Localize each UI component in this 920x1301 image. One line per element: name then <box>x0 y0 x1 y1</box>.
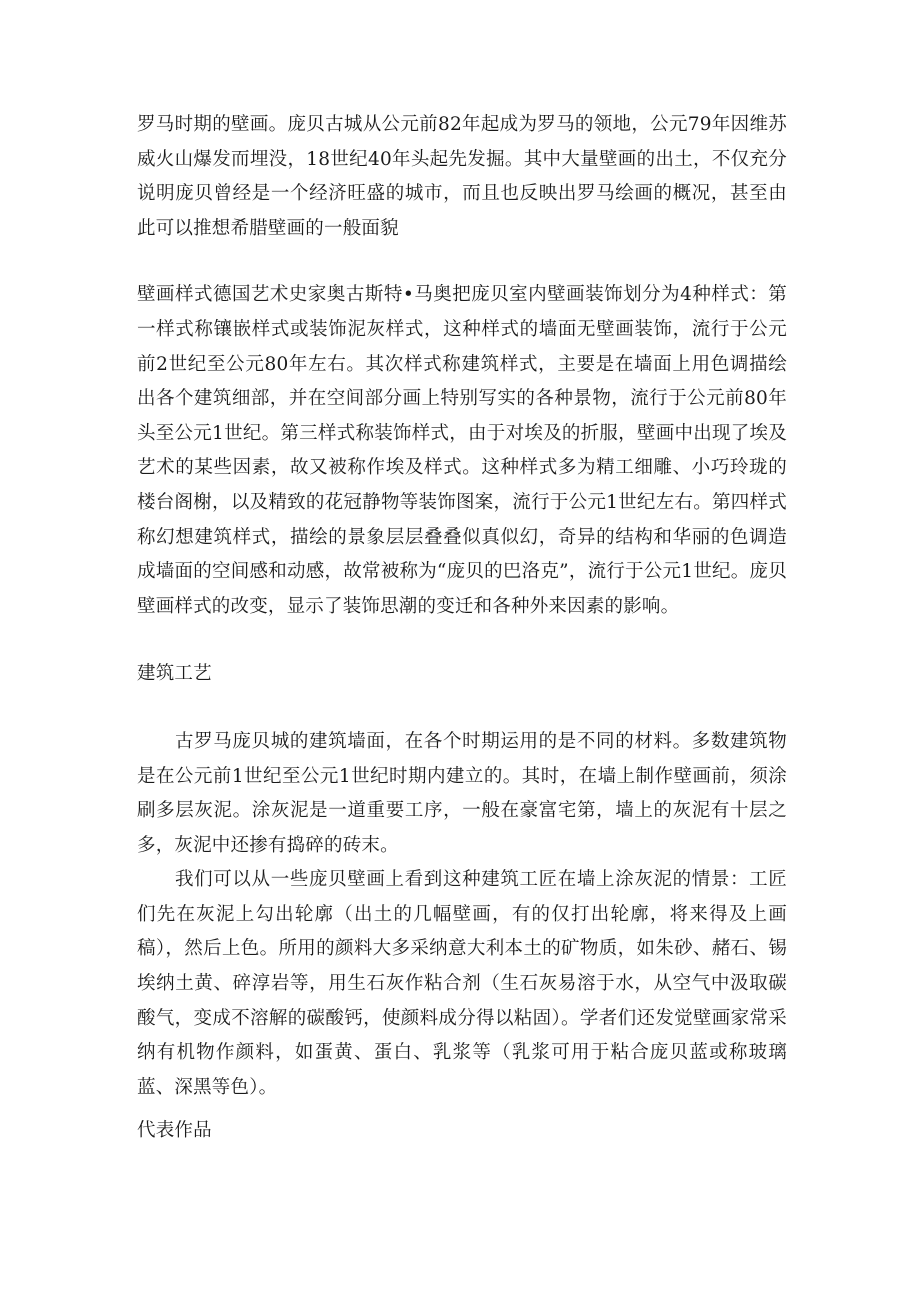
paragraph-intro: 罗马时期的壁画。庞贝古城从公元前82年起成为罗马的领地，公元79年因维苏威火山爆发而埋没，18世纪40年头起先发掘。其中大量壁画的出土，不仅充分说明庞贝曾经是一个经济旺盛的城市，而且也反映出罗马绘画的概况，甚至由此可以推想希腊壁画的一般面貌 <box>137 114 787 239</box>
document-page <box>137 108 787 1149</box>
section-heading-works: 代表作品 <box>137 1120 212 1142</box>
paragraph-craft-process: 我们可以从一些庞贝壁画上看到这种建筑工匠在墙上涂灰泥的情景：工匠们先在灰泥上勾出轮廓（出土的几幅壁画，有的仅打出轮廓，将来得及上画稿），然后上色。所用的颜料大多采纳意大利本土的矿物质，如朱砂、赭石、锡埃纳土黄、碎淳岩等，用生石灰作粘合剂（生石灰易溶于水，从空气中汲取碳酸气，变成不溶解的碳酸钙，使颜料成分得以粘固）。学者们还发觉壁画家常采纳有机物作颜料，如蛋黄、蛋白、乳浆等（乳浆可用于粘合庞贝蓝或称玻璃蓝、深黑等色）。 <box>137 869 787 1098</box>
paragraph-craft-walls: 古罗马庞贝城的建筑墙面，在各个时期运用的是不同的材料。多数建筑物是在公元前1世纪至公元1世纪时期内建立的。其时，在墙上制作壁画前，须涂刷多层灰泥。涂灰泥是一道重要工序，一般在豪富宅第，墙上的灰泥有十层之多，灰泥中还掺有捣碎的砖末。 <box>137 730 787 856</box>
section-heading-craft: 建筑工艺 <box>137 663 212 685</box>
paragraph-mural-styles: 壁画样式德国艺术史家奥古斯特•马奥把庞贝室内壁画装饰划分为4种样式：第一样式称镶嵌样式或装饰泥灰样式，这种样式的墙面无壁画装饰，流行于公元前2世纪至公元80年左右。其次样式称建筑样式，主要是在墙面上用色调描绘出各个建筑细部，并在空间部分画上特别写实的各种景物，流行于公元前80年头至公元1世纪。第三样式称装饰样式，由于对埃及的折服，壁画中出现了埃及艺术的某些因素，故又被称作埃及样式。这种样式多为精工细雕、小巧玲珑的楼台阁榭，以及精致的花冠静物等装饰图案，流行于公元1世纪左右。第四样式称幻想建筑样式，描绘的景象层层叠叠似真似幻，奇异的结构和华丽的色调造成墙面的空间感和动感，故常被称为“庞贝的巴洛克”，流行于公元1世纪。庞贝壁画样式的改变，显示了装饰思潮的变迁和各种外来因素的影响。 <box>137 284 787 617</box>
